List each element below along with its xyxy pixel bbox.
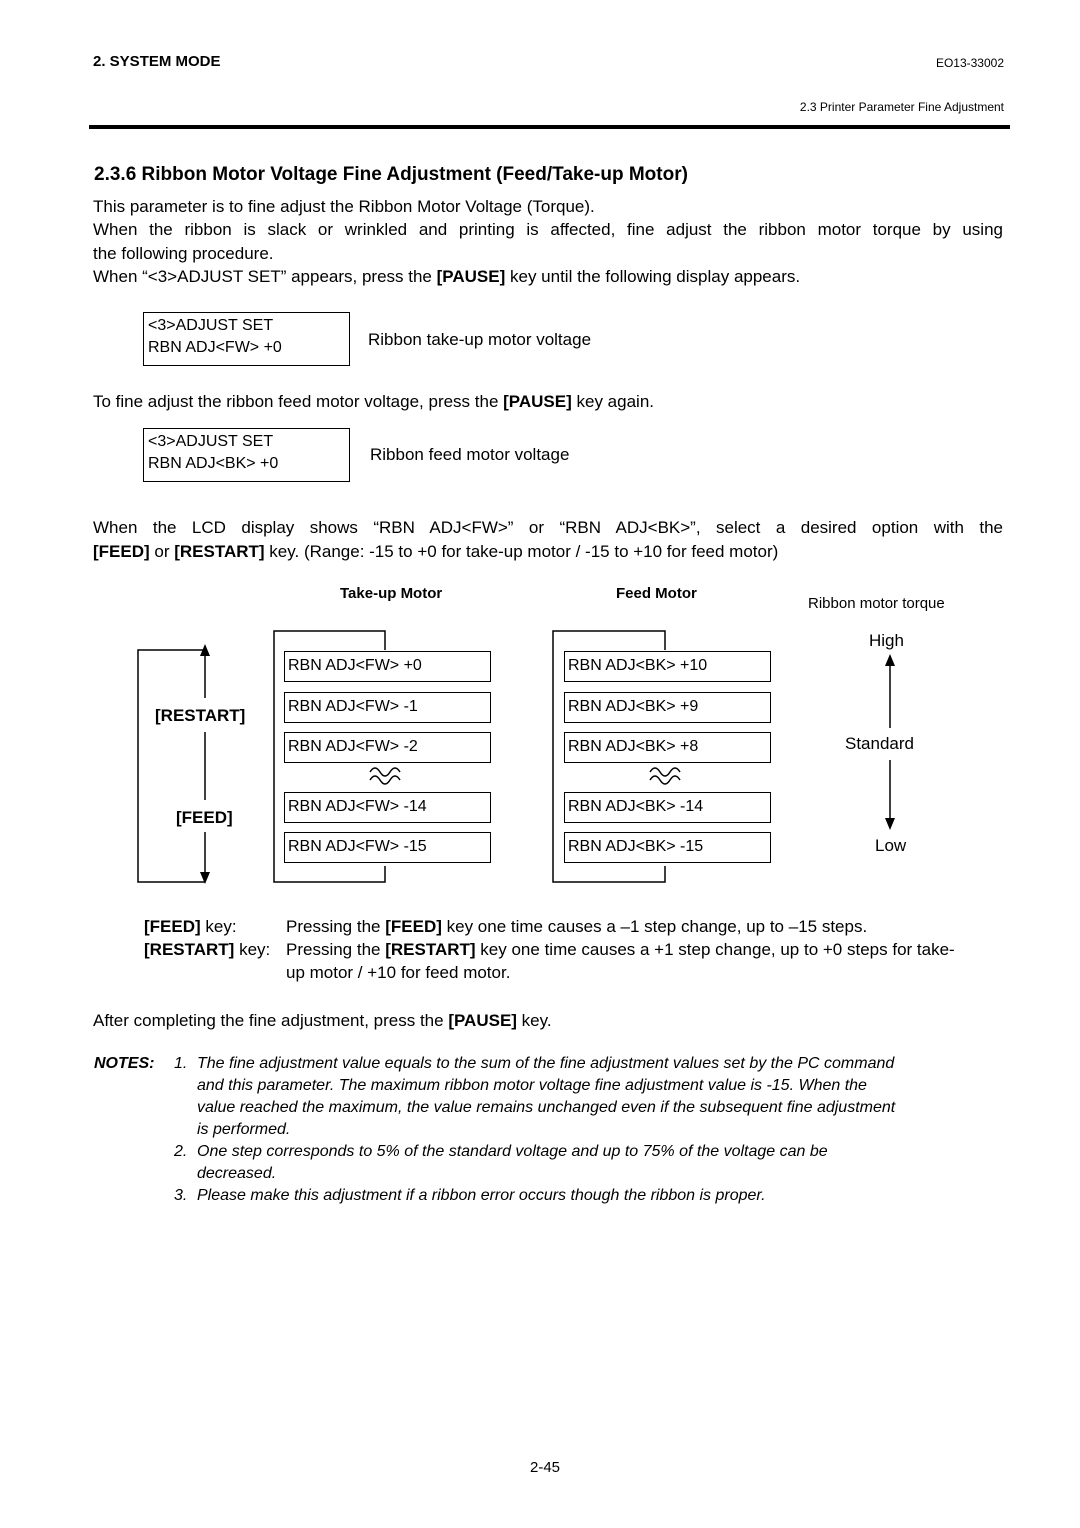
note-3-line-1: Please make this adjustment if a ribbon error occurs though the ribbon is proper. <box>197 1187 766 1204</box>
restart-desc-post: key one time causes a +1 step change, up to +0 steps for take- <box>475 940 955 959</box>
restart-label: [RESTART] <box>155 706 246 725</box>
feed-key-desc <box>286 915 867 938</box>
feed-label: [FEED] <box>176 808 233 827</box>
feed-key-ref: [FEED] <box>93 542 150 561</box>
feed-item: RBN ADJ<BK> -15 <box>564 832 771 863</box>
takeup-item: RBN ADJ<FW> +0 <box>284 651 491 682</box>
pause-key-ref: [PAUSE] <box>436 267 506 286</box>
takeup-wave-top <box>370 768 400 776</box>
takeup-item: RBN ADJ<FW> -2 <box>284 732 491 763</box>
lcd-takeup-line-1: <3>ADJUST SET <box>148 317 274 334</box>
takeup-motor-header: Take-up Motor <box>340 585 443 602</box>
para-3-post: key. (Range: -15 to +0 for take-up motor / -15 to +10 for feed motor) <box>264 542 779 561</box>
torque-down-arrowhead <box>885 818 895 830</box>
header-section: 2. SYSTEM MODE <box>93 53 221 70</box>
restart-key-desc <box>286 938 955 961</box>
takeup-item: RBN ADJ<FW> -15 <box>284 832 491 863</box>
takeup-wave-bottom <box>370 776 400 784</box>
section-title: 2.3.6 Ribbon Motor Voltage Fine Adjustment (Feed/Take-up Motor) <box>94 164 688 185</box>
torque-label: Ribbon motor torque <box>808 595 945 612</box>
after-pre: After completing the fine adjustment, press the <box>93 1011 449 1030</box>
page-number: 2-45 <box>530 1459 561 1476</box>
restart-desc-pre: Pressing the <box>286 940 386 959</box>
note-1-line-3: value reached the maximum, the value remains unchanged even if the subsequent fine adjustment <box>197 1099 896 1116</box>
restart-key-word: key: <box>234 940 271 959</box>
torque-standard: Standard <box>845 734 914 753</box>
feed-wave-bottom <box>650 776 680 784</box>
notes-label: NOTES: <box>94 1055 155 1072</box>
feed-motor-header: Feed Motor <box>616 585 697 602</box>
feed-key-word: key: <box>200 917 237 936</box>
restart-key-term <box>144 938 270 961</box>
pause-key-ref-2: [PAUSE] <box>503 392 572 411</box>
feed-wave-top <box>650 768 680 776</box>
note-1-number: 1. <box>174 1055 188 1072</box>
intro-line-4-pre: When “<3>ADJUST SET” appears, press the <box>93 267 437 286</box>
restart-key-ref: [RESTART] <box>174 542 265 561</box>
lcd-feed-line-2: RBN ADJ<BK> +0 <box>148 455 279 472</box>
restart-key-desc-line-2: up motor / +10 for feed motor. <box>286 963 511 982</box>
lcd-takeup-caption: Ribbon take-up motor voltage <box>368 330 592 349</box>
feed-item: RBN ADJ<BK> +8 <box>564 732 771 763</box>
torque-low: Low <box>875 836 907 855</box>
feed-item: RBN ADJ<BK> +10 <box>564 651 771 682</box>
para-3-mid: or <box>149 542 175 561</box>
note-2-line-2: decreased. <box>197 1165 277 1182</box>
note-1-line-4: is performed. <box>197 1121 291 1138</box>
header-doc-id: EO13-33002 <box>935 56 1004 70</box>
header-subsection: 2.3 Printer Parameter Fine Adjustment <box>799 100 1004 114</box>
intro-line-4-post: key until the following display appears. <box>505 267 801 286</box>
pause-key-ref-3: [PAUSE] <box>448 1011 517 1030</box>
torque-up-arrowhead <box>885 654 895 666</box>
para-2-post: key again. <box>571 392 655 411</box>
torque-high: High <box>869 631 904 650</box>
note-2-line-1: One step corresponds to 5% of the standard voltage and up to 75% of the voltage can be <box>197 1143 828 1160</box>
note-3-number: 3. <box>174 1187 188 1204</box>
takeup-item: RBN ADJ<FW> -1 <box>284 692 491 723</box>
left-bracket <box>138 650 205 882</box>
feed-key-term <box>144 915 237 938</box>
feed-item: RBN ADJ<BK> -14 <box>564 792 771 823</box>
takeup-item: RBN ADJ<FW> -14 <box>284 792 491 823</box>
lcd-feed-caption: Ribbon feed motor voltage <box>370 445 570 464</box>
restart-key-name: [RESTART] <box>144 940 235 959</box>
lcd-feed-line-1: <3>ADJUST SET <box>148 433 274 450</box>
feed-desc-post: key one time causes a –1 step change, up to –15 steps. <box>441 917 868 936</box>
intro-line-2: When the ribbon is slack or wrinkled and printing is affected, fine adjust the ribbon motor torque by using <box>93 220 1003 239</box>
note-2-number: 2. <box>174 1143 188 1160</box>
feed-desc-pre: Pressing the <box>286 917 386 936</box>
feed-desc-key: [FEED] <box>385 917 442 936</box>
restart-desc-key: [RESTART] <box>385 940 476 959</box>
after-post: key. <box>516 1011 552 1030</box>
feed-item: RBN ADJ<BK> +9 <box>564 692 771 723</box>
note-1-line-1: The fine adjustment value equals to the sum of the fine adjustment values set by the PC command <box>197 1055 895 1072</box>
after-paragraph <box>93 1009 552 1032</box>
note-1-line-2: and this parameter. The maximum ribbon motor voltage fine adjustment value is -15. When the <box>197 1077 867 1094</box>
intro-line-3: the following procedure. <box>93 244 274 263</box>
lcd-takeup-line-2: RBN ADJ<FW> +0 <box>148 339 282 356</box>
para-3-line-1: When the LCD display shows “RBN ADJ<FW>” or “RBN ADJ<BK>”, select a desired option with the <box>93 518 1003 537</box>
intro-line-1: This parameter is to fine adjust the Ribbon Motor Voltage (Torque). <box>93 197 595 216</box>
feed-key-name: [FEED] <box>144 917 201 936</box>
para-2-pre: To fine adjust the ribbon feed motor voltage, press the <box>93 392 504 411</box>
